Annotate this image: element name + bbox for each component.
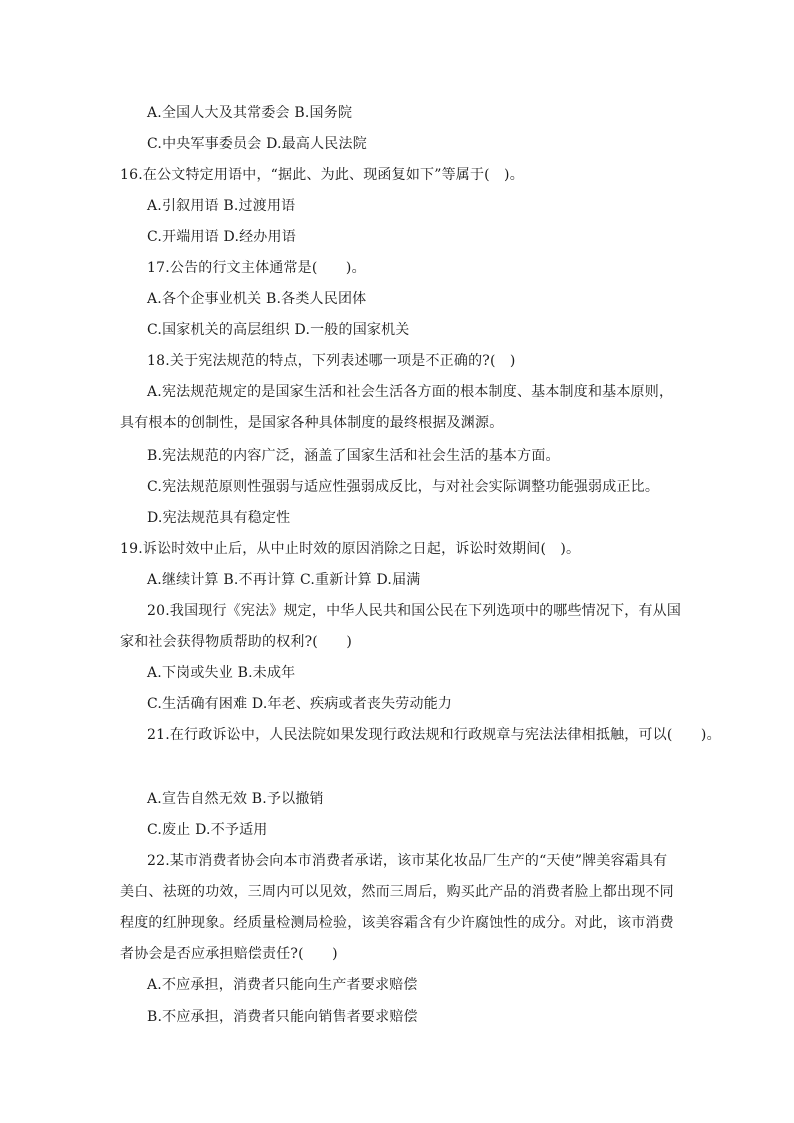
q16-options-ab: A.引叙用语 B.过渡用语 [147,198,296,214]
q22-option-a: A.不应承担，消费者只能向生产者要求赔偿 [147,977,418,993]
q18-option-c: C.宪法规范原则性强弱与适应性强弱成反比，与对社会实际调整功能强弱成正比。 [147,479,660,495]
q18-option-b: B.宪法规范的内容广泛，涵盖了国家生活和社会生活的基本方面。 [147,448,560,464]
q22-option-b: B.不应承担，消费者只能向销售者要求赔偿 [147,1009,418,1025]
q21-options-ab: A.宣告自然无效 B.予以撤销 [147,791,324,807]
q21-options-cd: C.废止 D.不予适用 [147,822,268,838]
q20-question-continued: 家和社会获得物质帮助的权利?( ) [120,634,353,650]
q22-question-line-4: 者协会是否应承担赔偿责任?( ) [120,946,338,962]
q22-question: 22.某市消费者协会向本市消费者承诺，该市某化妆品厂生产的“天使”牌美容霜具有 [147,853,668,869]
q22-question-line-2: 美白、祛斑的功效，三周内可以见效，然而三周后，购买此产品的消费者脸上都出现不同 [120,884,674,900]
q17-question: 17.公告的行文主体通常是( )。 [147,260,366,276]
q16-options-cd: C.开端用语 D.经办用语 [147,229,296,245]
q16-question: 16.在公文特定用语中，“据此、为此、现函复如下”等属于( )。 [120,167,524,183]
q20-question: 20.我国现行《宪法》规定，中华人民共和国公民在下列选项中的哪些情况下，有从国 [147,603,682,619]
q22-question-line-3: 程度的红肿现象。经质量检测局检验，该美容霜含有少许腐蚀性的成分。对此，该市消费 [120,915,674,931]
q21-question: 21.在行政诉讼中，人民法院如果发现行政法规和行政规章与宪法法律相抵触，可以( )。 [147,727,721,743]
q15-options-ab: A.全国人大及其常委会 B.国务院 [147,105,353,121]
q18-option-a-continued: 具有根本的创制性，是国家各种具体制度的最终根据及渊源。 [120,415,504,431]
q18-option-d: D.宪法规范具有稳定性 [147,510,291,526]
q19-options: A.继续计算 B.不再计算 C.重新计算 D.届满 [147,572,421,588]
q18-option-a: A.宪法规范规定的是国家生活和社会生活各方面的根本制度、基本制度和基本原则， [147,384,674,400]
q20-options-cd: C.生活确有困难 D.年老、疾病或者丧失劳动能力 [147,696,453,712]
q20-options-ab: A.下岗或失业 B.未成年 [147,665,296,681]
q17-options-ab: A.各个企事业机关 B.各类人民团体 [147,291,367,307]
q19-question: 19.诉讼时效中止后，从中止时效的原因消除之日起，诉讼时效期间( )。 [120,541,581,557]
q15-options-cd: C.中央军事委员会 D.最高人民法院 [147,136,367,152]
q18-question: 18.关于宪法规范的特点，下列表述哪一项是不正确的?( ) [147,353,516,369]
q17-options-cd: C.国家机关的高层组织 D.一般的国家机关 [147,322,410,338]
